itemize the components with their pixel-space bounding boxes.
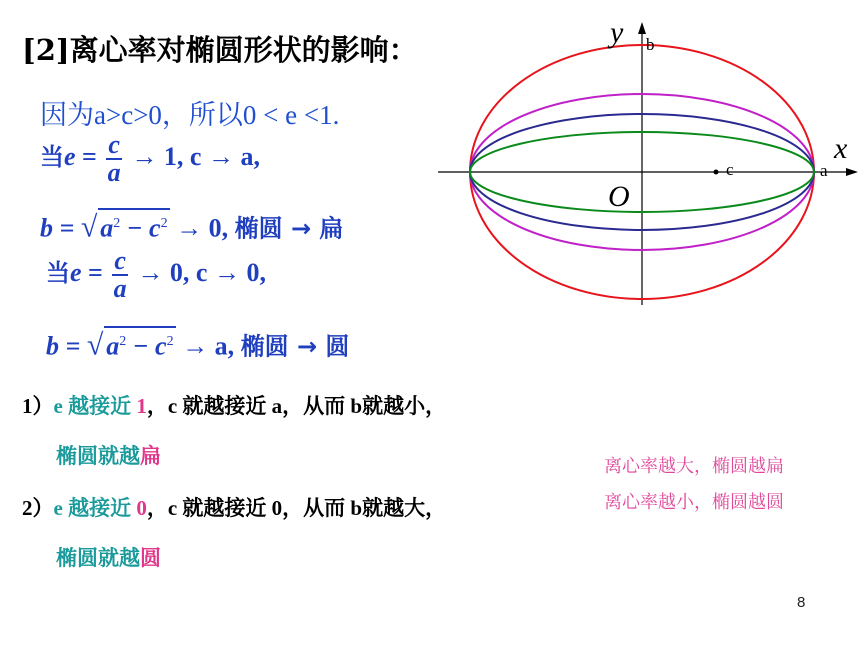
eq1-lhs: e	[64, 141, 76, 171]
a-label: a	[820, 161, 828, 180]
eq2-sqrt: $a^2 - c^2$	[98, 208, 169, 243]
eq3-fraction: $\frac{c}{a}$	[113, 246, 127, 303]
equation-e-to-0: 当e = $\frac{c}{a}$ → 0, c → 0,	[46, 246, 266, 303]
eq3-prefix: 当	[46, 258, 70, 287]
y-axis-arrow-icon	[638, 22, 646, 34]
eq1-fraction: $\frac{c}{a}$	[107, 130, 121, 187]
y-label: y	[610, 16, 624, 49]
focus-point	[714, 170, 719, 175]
eq2-conclusion: 椭圆 → 扁	[234, 214, 344, 243]
c-label: c	[726, 160, 734, 179]
point-1: 1）e 越接近 1，c 就越接近 a，从而 b就越小，	[22, 394, 447, 418]
note-small-eccentricity: 离心率越小，椭圆越圆	[604, 492, 784, 513]
equation-b-to-a: b = √ $a^2 - c^2 \to a$, 椭圆 → 圆	[46, 326, 349, 363]
page-number: 8	[797, 594, 806, 611]
point-2: 2）e 越接近 0，c 就越接近 0，从而 b就越大，	[22, 496, 447, 520]
origin-label: O	[608, 180, 630, 213]
equation-b-to-0: b = √ $a^2 - c^2 \to 0$, 椭圆 → 扁	[40, 208, 343, 245]
range-statement: 因为a>c>0，所以0 < e <1.	[40, 100, 340, 130]
note-large-eccentricity: 离心率越大，椭圆越扁	[604, 456, 784, 477]
eq1-prefix: 当	[40, 142, 64, 171]
x-axis-arrow-icon	[846, 168, 858, 176]
point-2-conclusion: 椭圆就越圆	[56, 546, 161, 570]
eq1-rest: → 1, c → a,	[131, 141, 260, 171]
point-1-conclusion: 椭圆就越扁	[56, 444, 161, 468]
ellipse-diagram	[430, 10, 860, 310]
slide-title: [2]离心率对椭圆形状的影响：	[22, 33, 418, 67]
x-label: x	[834, 132, 848, 165]
equation-e-to-1: 当e = $\frac{c}{a}$ → 1, c → a,	[40, 130, 260, 187]
eq4-conclusion: 椭圆 → 圆	[240, 332, 350, 361]
eq4-sqrt: $a^2 - c^2$	[104, 326, 175, 361]
b-label: b	[646, 35, 655, 54]
